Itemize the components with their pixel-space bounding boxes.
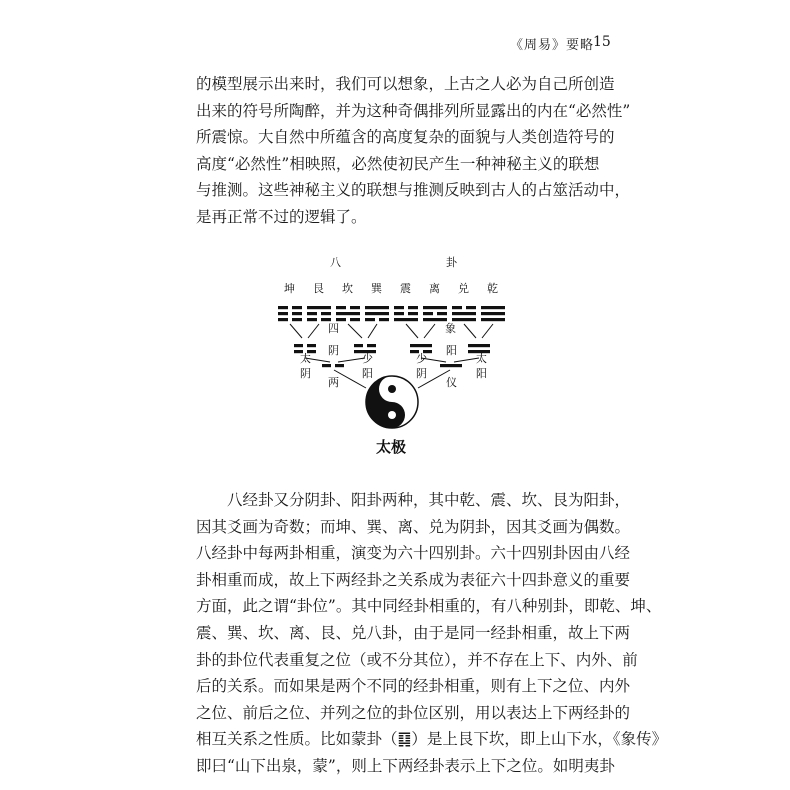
trigram-line — [394, 306, 404, 309]
trigram-name: 离 — [429, 282, 440, 295]
diagram-title-left: 八 — [330, 256, 341, 269]
trigram-line — [394, 312, 404, 315]
trigram-line — [336, 312, 360, 315]
trigram-line — [452, 312, 476, 315]
trigram-line — [307, 306, 331, 309]
trigram-line — [292, 318, 302, 321]
trigram-line — [321, 312, 331, 315]
text-line: 因其爻画为奇数；而坤、巽、离、兑为阴卦，因其爻画为偶数。 — [196, 517, 631, 536]
trigram-line — [336, 318, 346, 321]
digram-line — [468, 344, 490, 347]
trigram-name: 巽 — [371, 282, 382, 295]
yin-line — [335, 364, 344, 367]
four-images-label-right: 象 — [445, 322, 456, 335]
trigram-line — [394, 318, 418, 321]
digram-label: 阳 — [476, 367, 487, 380]
text-line: 与推测。这些神秘主义的联想与推测反映到古人的占筮活动中， — [196, 181, 631, 200]
two-forms-label-right: 仪 — [446, 376, 457, 389]
paragraph-body — [196, 487, 668, 780]
digram-label: 阴 — [328, 344, 339, 357]
trigram-line — [365, 312, 389, 315]
trigram-line — [452, 306, 462, 309]
trigram-line — [481, 312, 505, 315]
text-line: 后的关系。而如果是两个不同的经卦相重，则有上下之位、内外 — [196, 677, 631, 696]
digram-label: 阳 — [362, 367, 373, 380]
text-line: 卦的卦位代表重复之位（或不分其位），并不存在上下、内外、前 — [196, 650, 638, 669]
paragraph-intro — [196, 71, 631, 231]
trigram-row — [278, 306, 505, 321]
text-line: 方面，此之谓“卦位”。其中同经卦相重的，有八种别卦，即乾、坤、 — [196, 597, 662, 616]
text-line: 即曰“山下出泉，蒙”，则上下两经卦表示上下之位。如明夷卦 — [196, 756, 615, 775]
trigram-line — [466, 306, 476, 309]
trigram-name: 坎 — [342, 282, 353, 295]
text-line: 的模型展示出来时，我们可以想象，上古之人必为自己所创造 — [196, 75, 615, 93]
digram-line — [294, 344, 303, 347]
trigram-line — [379, 318, 389, 321]
trigram-line — [321, 318, 331, 321]
digram-line — [354, 344, 363, 347]
trigram-line — [481, 318, 505, 321]
text-line: 震、巽、坎、离、艮、兑八卦，由于是同一经卦相重，故上下两 — [196, 623, 631, 642]
digram-label: 少 — [362, 352, 373, 365]
trigram-line — [307, 318, 317, 321]
trigram-line — [350, 306, 360, 309]
digram-line — [307, 344, 316, 347]
digram-label: 太 — [300, 352, 311, 365]
trigram-name: 艮 — [313, 282, 324, 295]
trigram-line — [408, 312, 418, 315]
two-forms-label-left: 两 — [328, 376, 339, 389]
text-line: 卦相重而成，故上下两经卦之关系成为表征六十四卦意义的重要 — [196, 570, 631, 589]
digram-label: 阴 — [300, 367, 311, 380]
digram-label: 少 — [416, 352, 427, 365]
trigram-name: 震 — [400, 282, 411, 295]
text-line: 出来的符号所陶醉，并为这种奇偶排列所显露出的内在“必然性” — [196, 101, 631, 120]
trigram-line — [350, 318, 360, 321]
text-line: 是再正常不过的逻辑了。 — [196, 207, 367, 226]
trigram-line — [278, 312, 288, 315]
text-line: 所震惊。大自然中所蕴含的高度复杂的面貌与人类创造符号的 — [196, 128, 615, 147]
trigram-line — [336, 306, 346, 309]
trigram-line — [423, 312, 433, 315]
text-line: 高度“必然性”相映照，必然使初民产生一种神秘主义的联想 — [196, 154, 600, 173]
digram-line — [410, 344, 432, 347]
trigram-line — [481, 306, 505, 309]
digram-label: 阳 — [446, 344, 457, 357]
digram-label: 阴 — [416, 367, 427, 380]
text-line: 相互关系之性质。比如蒙卦（䷃）是上艮下坎，即上山下水，《象传》 — [196, 730, 668, 749]
trigram-line — [307, 312, 317, 315]
running-header — [0, 34, 790, 54]
trigram-name: 兑 — [458, 282, 469, 295]
trigram-name: 坤 — [284, 282, 295, 295]
trigram-line — [452, 318, 476, 321]
text-line: 八经卦中每两卦相重，演变为六十四别卦。六十四别卦因由八经 — [196, 544, 631, 563]
text-line: 之位、前后之位、并列之位的卦位区别，用以表达上下两经卦的 — [196, 703, 631, 722]
digram-line — [367, 344, 376, 347]
bagua-figure — [270, 250, 520, 460]
running-title: 《周易》要略 — [510, 38, 595, 53]
trigram-line — [365, 306, 389, 309]
trigram-line — [408, 306, 418, 309]
four-images-label-left: 四 — [328, 322, 339, 335]
trigram-line — [292, 312, 302, 315]
trigram-line — [423, 318, 447, 321]
taiji-yin-yang-icon — [366, 376, 418, 428]
diagram-title-right: 卦 — [446, 256, 457, 269]
trigram-line — [278, 318, 288, 321]
digram-row — [294, 344, 490, 367]
trigram-line — [437, 312, 447, 315]
digram-label: 太 — [476, 352, 487, 365]
yang-line — [440, 364, 462, 367]
text-line: 八经卦又分阴卦、阳卦两种，其中乾、震、坎、艮为阳卦， — [196, 491, 631, 509]
trigram-line — [365, 318, 375, 321]
yin-line — [322, 364, 331, 367]
trigram-name: 乾 — [487, 282, 498, 295]
page-number: 15 — [593, 34, 611, 50]
taiji-label: 太极 — [376, 438, 407, 456]
bagua-diagram — [270, 250, 520, 460]
trigram-line — [292, 306, 302, 309]
trigram-line — [278, 306, 288, 309]
trigram-line — [423, 306, 447, 309]
